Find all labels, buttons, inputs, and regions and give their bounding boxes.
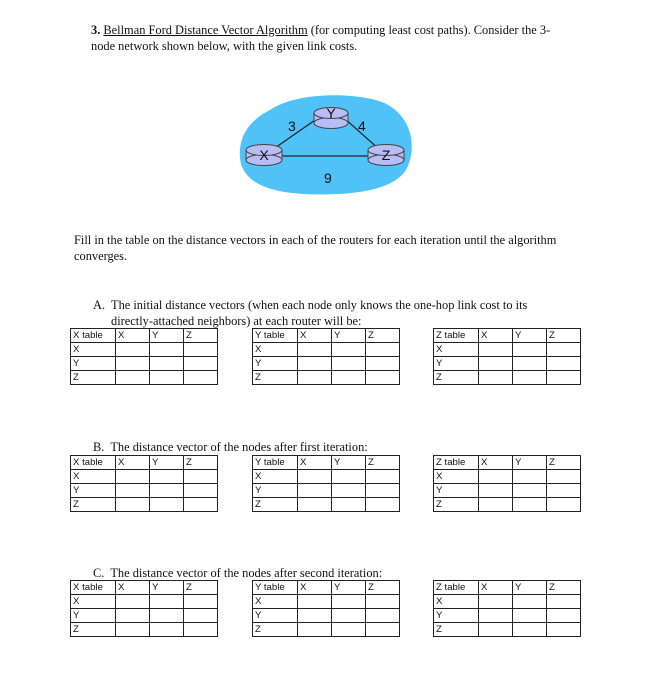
- table-title: Y table: [253, 329, 298, 343]
- row-header: X: [253, 595, 298, 609]
- col-header: Y: [332, 329, 366, 343]
- question-text: [91, 22, 591, 54]
- cost-cell[interactable]: [184, 609, 218, 623]
- cost-cell[interactable]: [513, 609, 547, 623]
- cost-cell[interactable]: [150, 498, 184, 512]
- col-header: X: [298, 581, 332, 595]
- cost-cell[interactable]: [547, 498, 581, 512]
- row-header: Z: [253, 371, 298, 385]
- cost-cell[interactable]: [116, 470, 150, 484]
- col-header: Y: [513, 581, 547, 595]
- cost-cell[interactable]: [332, 470, 366, 484]
- cost-cell[interactable]: [479, 609, 513, 623]
- col-header: X: [479, 581, 513, 595]
- row-header: Y: [434, 484, 479, 498]
- question-line2: node network shown below, with the given link costs.: [91, 39, 358, 53]
- table-a-z: [433, 328, 581, 385]
- col-header: Z: [547, 581, 581, 595]
- cost-cell[interactable]: [298, 609, 332, 623]
- row-header: Z: [434, 498, 479, 512]
- cost-cell[interactable]: [150, 470, 184, 484]
- row-header: Y: [434, 357, 479, 371]
- table-c-z: [433, 580, 581, 637]
- cost-cell[interactable]: [332, 484, 366, 498]
- cost-cell[interactable]: [184, 498, 218, 512]
- cost-cell[interactable]: [513, 371, 547, 385]
- cost-cell[interactable]: [332, 498, 366, 512]
- cost-cell[interactable]: [150, 595, 184, 609]
- cost-cell[interactable]: [298, 371, 332, 385]
- table-c-y: [252, 580, 400, 637]
- cost-cell[interactable]: [150, 623, 184, 637]
- cost-cell[interactable]: [184, 595, 218, 609]
- section-a-label: A.: [93, 298, 106, 312]
- row-header: Y: [253, 484, 298, 498]
- col-header: Z: [366, 329, 400, 343]
- cost-cell[interactable]: [366, 470, 400, 484]
- cost-label-xz: 9: [324, 170, 332, 186]
- col-header: Z: [366, 581, 400, 595]
- question-number: 3.: [91, 23, 101, 37]
- row-header: Y: [434, 609, 479, 623]
- col-header: Y: [513, 329, 547, 343]
- section-c-heading: [93, 565, 382, 581]
- col-header: X: [298, 329, 332, 343]
- section-b-text: The distance vector of the nodes after first iteration:: [110, 440, 368, 454]
- row-header: Z: [434, 623, 479, 637]
- section-a-line2: directly-attached neighbors) at each router will be:: [111, 314, 362, 328]
- cost-cell[interactable]: [116, 371, 150, 385]
- cost-cell[interactable]: [366, 595, 400, 609]
- cost-cell[interactable]: [547, 609, 581, 623]
- cost-cell[interactable]: [116, 609, 150, 623]
- table-b-y: [252, 455, 400, 512]
- row-header: Z: [434, 371, 479, 385]
- cost-cell[interactable]: [366, 609, 400, 623]
- table-title: Y table: [253, 581, 298, 595]
- col-header: X: [479, 456, 513, 470]
- cost-cell[interactable]: [150, 609, 184, 623]
- col-header: Z: [547, 329, 581, 343]
- router-node-x: [246, 145, 282, 166]
- row-header: Y: [253, 357, 298, 371]
- col-header: Z: [366, 456, 400, 470]
- table-a-y: [252, 328, 400, 385]
- table-title: Z table: [434, 456, 479, 470]
- table-title: Y table: [253, 456, 298, 470]
- col-header: Z: [184, 329, 218, 343]
- col-header: Z: [184, 581, 218, 595]
- cost-cell[interactable]: [366, 484, 400, 498]
- col-header: Y: [150, 456, 184, 470]
- row-header: Z: [71, 623, 116, 637]
- row-header: X: [253, 343, 298, 357]
- col-header: X: [298, 456, 332, 470]
- row-header: X: [71, 595, 116, 609]
- cost-cell[interactable]: [479, 357, 513, 371]
- section-a-line1: The initial distance vectors (when each node only knows the one-hop link cost to its: [111, 298, 528, 312]
- cost-cell[interactable]: [366, 498, 400, 512]
- row-header: Y: [253, 609, 298, 623]
- cost-cell[interactable]: [547, 357, 581, 371]
- section-c-text: The distance vector of the nodes after second iteration:: [110, 566, 383, 580]
- cost-cell[interactable]: [547, 595, 581, 609]
- section-a-heading: [93, 297, 573, 329]
- row-header: Z: [71, 371, 116, 385]
- section-b-heading: [93, 439, 368, 455]
- cost-cell[interactable]: [366, 357, 400, 371]
- cost-cell[interactable]: [332, 357, 366, 371]
- cost-cell[interactable]: [184, 470, 218, 484]
- question-line1: (for computing least cost paths). Consider the 3-: [307, 23, 551, 37]
- row-header: X: [434, 343, 479, 357]
- cost-cell[interactable]: [479, 343, 513, 357]
- instruction-line2: converges.: [74, 249, 128, 263]
- col-header: X: [479, 329, 513, 343]
- cost-cell[interactable]: [547, 371, 581, 385]
- col-header: X: [116, 456, 150, 470]
- network-diagram: [236, 88, 418, 198]
- row-header: Z: [253, 623, 298, 637]
- cost-cell[interactable]: [298, 484, 332, 498]
- cost-cell[interactable]: [116, 357, 150, 371]
- cost-cell[interactable]: [116, 623, 150, 637]
- row-header: X: [253, 470, 298, 484]
- cost-cell[interactable]: [298, 470, 332, 484]
- router-node-z: [368, 145, 404, 166]
- cost-cell[interactable]: [116, 595, 150, 609]
- cost-cell[interactable]: [298, 623, 332, 637]
- cost-cell[interactable]: [547, 343, 581, 357]
- table-title: X table: [71, 581, 116, 595]
- cost-cell[interactable]: [332, 609, 366, 623]
- cost-cell[interactable]: [298, 357, 332, 371]
- table-b-z: [433, 455, 581, 512]
- table-b-x: [70, 455, 218, 512]
- row-header: X: [71, 470, 116, 484]
- row-header: Y: [71, 484, 116, 498]
- cost-cell[interactable]: [513, 623, 547, 637]
- cost-cell[interactable]: [184, 371, 218, 385]
- row-header: X: [434, 470, 479, 484]
- cost-cell[interactable]: [116, 484, 150, 498]
- cost-cell[interactable]: [547, 484, 581, 498]
- cost-cell[interactable]: [116, 498, 150, 512]
- node-label-y: Y: [326, 105, 336, 121]
- cost-cell[interactable]: [479, 484, 513, 498]
- col-header: Y: [332, 456, 366, 470]
- cost-cell[interactable]: [547, 623, 581, 637]
- cost-cell[interactable]: [366, 623, 400, 637]
- row-header: Z: [253, 498, 298, 512]
- col-header: Y: [150, 329, 184, 343]
- table-title: X table: [71, 329, 116, 343]
- row-header: Z: [71, 498, 116, 512]
- row-header: Y: [71, 609, 116, 623]
- cost-cell[interactable]: [479, 498, 513, 512]
- instruction-text: [74, 232, 594, 264]
- cost-cell[interactable]: [366, 343, 400, 357]
- cost-label-xy: 3: [288, 118, 296, 134]
- col-header: Y: [513, 456, 547, 470]
- cost-cell[interactable]: [513, 498, 547, 512]
- table-c-x: [70, 580, 218, 637]
- cost-cell[interactable]: [150, 484, 184, 498]
- cost-label-yz: 4: [358, 118, 366, 134]
- section-b-label: B.: [93, 440, 105, 454]
- row-header: X: [71, 343, 116, 357]
- col-header: Y: [332, 581, 366, 595]
- col-header: Z: [184, 456, 218, 470]
- cost-cell[interactable]: [479, 595, 513, 609]
- table-title: X table: [71, 456, 116, 470]
- instruction-line1: Fill in the table on the distance vectors in each of the routers for each iteration until the algorithm: [74, 233, 557, 247]
- cost-cell[interactable]: [479, 371, 513, 385]
- col-header: Z: [547, 456, 581, 470]
- cost-cell[interactable]: [513, 595, 547, 609]
- cost-cell[interactable]: [150, 343, 184, 357]
- cost-cell[interactable]: [547, 470, 581, 484]
- cost-cell[interactable]: [298, 343, 332, 357]
- cost-cell[interactable]: [513, 484, 547, 498]
- cost-cell[interactable]: [116, 343, 150, 357]
- row-header: X: [434, 595, 479, 609]
- cost-cell[interactable]: [479, 470, 513, 484]
- cost-cell[interactable]: [332, 371, 366, 385]
- cost-cell[interactable]: [332, 623, 366, 637]
- cost-cell[interactable]: [298, 595, 332, 609]
- cost-cell[interactable]: [332, 343, 366, 357]
- cost-cell[interactable]: [479, 623, 513, 637]
- table-title: Z table: [434, 581, 479, 595]
- col-header: X: [116, 329, 150, 343]
- cost-cell[interactable]: [298, 498, 332, 512]
- cost-cell[interactable]: [150, 357, 184, 371]
- cost-cell[interactable]: [184, 357, 218, 371]
- cost-cell[interactable]: [513, 357, 547, 371]
- table-title: Z table: [434, 329, 479, 343]
- col-header: Y: [150, 581, 184, 595]
- cost-cell[interactable]: [366, 371, 400, 385]
- row-header: Y: [71, 357, 116, 371]
- section-c-label: C.: [93, 566, 105, 580]
- table-a-x: [70, 328, 218, 385]
- cost-cell[interactable]: [184, 484, 218, 498]
- cost-cell[interactable]: [513, 343, 547, 357]
- cost-cell[interactable]: [184, 343, 218, 357]
- cost-cell[interactable]: [184, 623, 218, 637]
- node-label-x: X: [259, 147, 269, 163]
- cost-cell[interactable]: [150, 371, 184, 385]
- cost-cell[interactable]: [332, 595, 366, 609]
- question-title: Bellman Ford Distance Vector Algorithm: [103, 23, 308, 37]
- node-label-z: Z: [381, 147, 391, 163]
- cost-cell[interactable]: [513, 470, 547, 484]
- col-header: X: [116, 581, 150, 595]
